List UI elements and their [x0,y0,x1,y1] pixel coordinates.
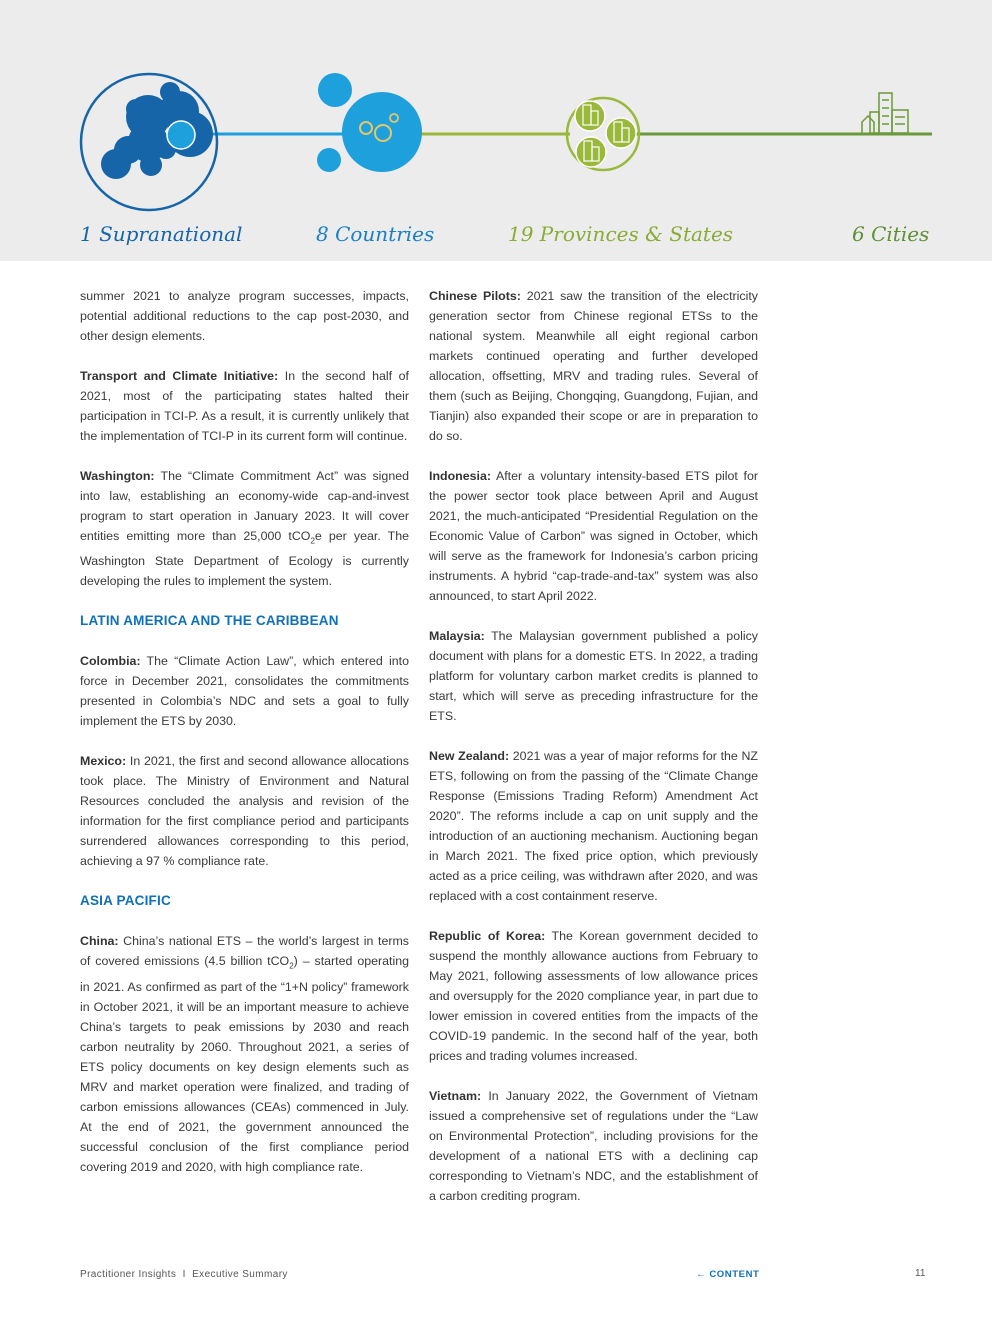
china-title: China: [80,934,119,949]
heading-asia-pacific: ASIA PACIFIC [80,893,171,909]
paragraph-washington: Washington: The “Climate Commitment Act” was signed into law, establishing an economy-wide cap-and-invest program to start operation in January 2023. It will cover entities emitting more than 25,000 tCO$_2$e per year. The Washington State Department of Ecology is currently developing the rules to implement the system. [80,469,409,589]
washington-title: Washington: [80,469,155,483]
level-label-cities: 6 Cities [852,222,930,246]
paragraph-malaysia: Malaysia: The Malaysian government published a policy document with plans for a domestic ETS. In 2022, a trading platform for voluntary carbon market credits is planned to start, which will serve as preceding infrastructure for the ETS. [429,629,758,723]
arrow-left-icon: ← [696,1269,710,1280]
page-number: 11 [915,1268,926,1279]
paragraph-intro: summer 2021 to analyze program successes, impacts, potential additional reductions to the cap post-2030, and other design elements. [80,289,409,343]
city-skyline-icon [862,93,908,133]
level-label-provinces-states: 19 Provinces & States [508,222,734,246]
paragraph-china: China: China’s national ETS – the world’s largest in terms of covered emissions (4.5 billion tCO$_2$) – started operating in 2021. As confirmed as part of the “1+N policy” framework in October 2021, it will be an important measure to achieve China’s targets to peak emissions by 2030 and reach carbon neutrality by 2060. Throughout 2021, a series of ETS policy documents on key design elements such as MRV and market operation were finalized, and trading of carbon emissions allowances (CEAs) commenced in July. At the end of 2021, the government announced the successful conclusion of the first compliance period covering 2019 and 2020, with high compliance rate. [80,934,409,1174]
level-label-supranational: 1 Supranational [80,222,243,246]
provinces-buildings-icon [567,98,639,170]
content-link[interactable]: ← CONTENT [696,1269,760,1280]
paragraph-chinese-pilots: Chinese Pilots: 2021 saw the transition of the electricity generation sector from Chinese regional ETSs to the national system. Meanwhile all eight regional carbon markets continued operating and further developed allocation, offsetting, MRV and trading rules. Several of them (such as Beijing, Chongqing, Guangdong, Fujian, and Tianjin) also expanded their scope or are in preparation to do so. [429,289,758,443]
jurisdiction-banner [0,0,992,261]
paragraph-new-zealand: New Zealand: 2021 was a year of major reforms for the NZ ETS, following on from the passing of the “Climate Change Response (Emissions Trading Reform) Amendment Act 2020”. The reforms include a cap on unit supply and the introduction of an auctioning mechanism. Auctioning began in March 2021. The fixed price option, which previously acted as a price ceiling, was withdrawn after 2020, and was replaced with a cost containment reserve. [429,749,758,903]
footer-document-title: Practitioner Insights I Executive Summary [80,1269,288,1280]
paragraph-vietnam: Vietnam: In January 2022, the Government of Vietnam issued a comprehensive set of regulations under the “Law on Environmental Protection”, including provisions for the development of a national ETS with a declining cap corresponding to Vietnam’s NDC, and the establishment of a carbon crediting program. [429,1089,758,1203]
heading-latin-america: LATIN AMERICA AND THE CARIBBEAN [80,613,339,629]
korea-title: Republic of Korea: [429,929,546,943]
paragraph-korea: Republic of Korea: The Korean government decided to suspend the monthly allowance auctions from February to May 2021, following assessments of low allowance prices and oversupply for the 2020 compliance year, in part due to lower emission in covered entities from the impacts of the COVID-19 pandemic. In the second half of the year, both prices and trading volumes increased. [429,929,758,1063]
colombia-title: Colombia: [80,654,141,669]
paragraph-indonesia: Indonesia: After a voluntary intensity-based ETS pilot for the power sector took place between April and August 2021, the much-anticipated “Presidential Regulation on the Economic Value of Carbon” was signed in October, which will serve as the framework for Indonesia’s carbon pricing instruments. A hybrid “cap-trade-and-tax” system was also announced, to start April 2022. [429,469,758,603]
paragraph-tci: Transport and Climate Initiative: In the second half of 2021, most of the participating states halted their participation in TCI-P. As a result, it is currently unlikely that the implementation of TCI-P in its current form will continue. [80,369,409,443]
level-label-countries: 8 Countries [316,222,435,246]
tci-title: Transport and Climate Initiative: [80,369,279,383]
right-column [429,286,758,1226]
left-column [80,286,409,1197]
vietnam-title: Vietnam: [429,1089,482,1103]
new-zealand-title: New Zealand: [429,749,510,763]
chinese-pilots-title: Chinese Pilots: [429,289,521,303]
countries-bubbles-icon [317,73,422,172]
supranational-bubbles-icon [81,74,217,210]
indonesia-title: Indonesia: [429,469,491,483]
paragraph-colombia: Colombia: The “Climate Action Law”, which entered into force in December 2021, consolidates the commitments presented in Colombia’s NDC and sets a goal to fully implement the ETS by 2030. [80,654,409,729]
malaysia-title: Malaysia: [429,629,485,643]
paragraph-mexico: Mexico: In 2021, the first and second allowance allocations took place. The Ministry of Environment and Natural Resources concluded the analysis and revision of the information for the first compliance period and participants surrendered allowances corresponding to this period, achieving a 97 % compliance rate. [80,754,409,869]
mexico-title: Mexico: [80,754,127,769]
